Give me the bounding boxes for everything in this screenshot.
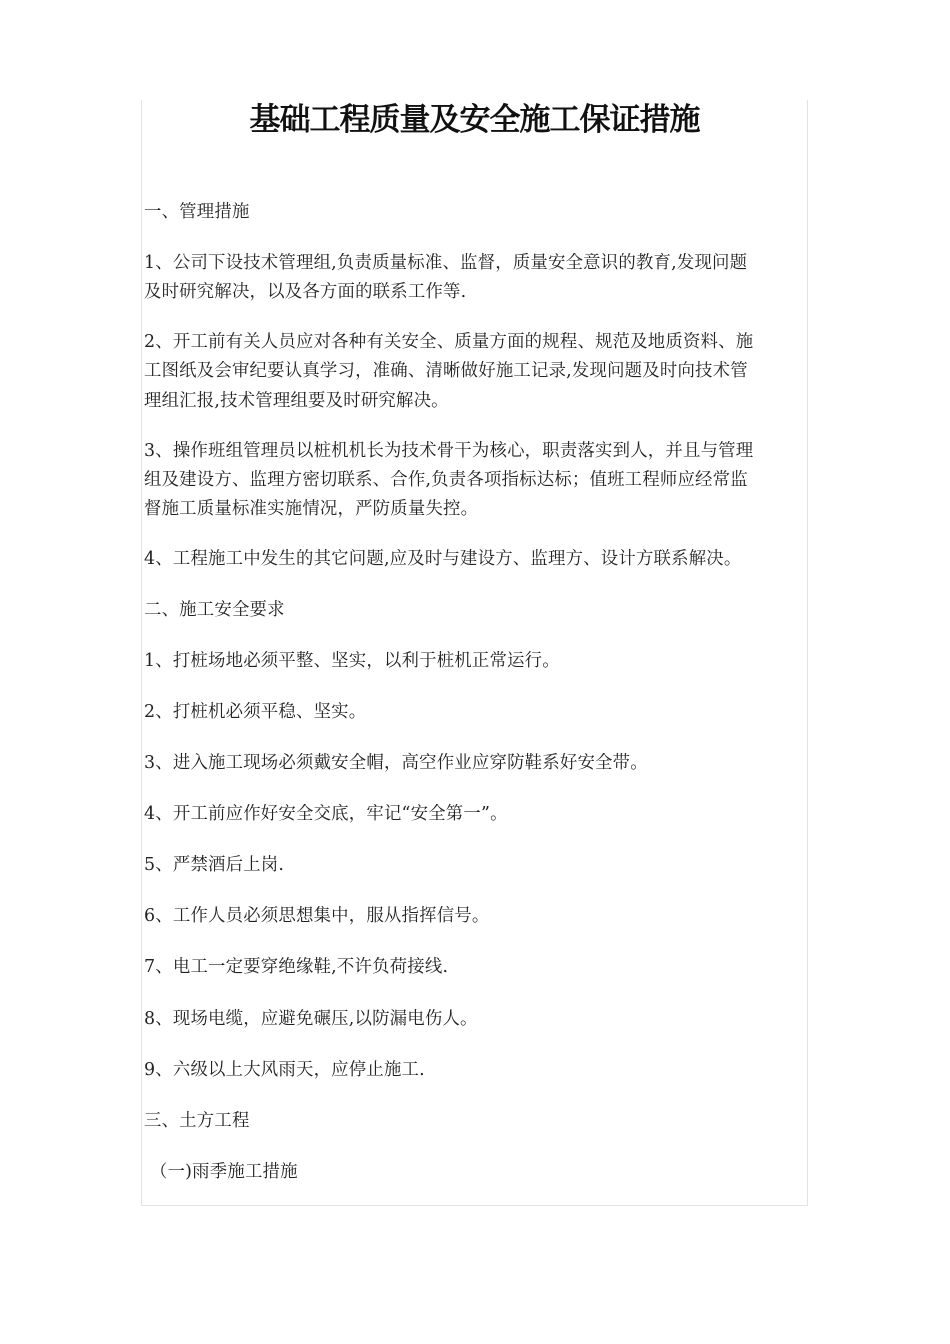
list-item: 6、工作人员必须思想集中，服从指挥信号。 (144, 906, 490, 926)
subsection-heading-rainy-season: （一)雨季施工措施 (150, 1162, 298, 1182)
paragraph-line: 3、操作班组管理员以桩机机长为技术骨干为核心，职责落实到人，并且与管理 (144, 441, 754, 461)
paragraph-line: 工图纸及会审纪要认真学习，准确、清晰做好施工记录,发现问题及时向技术管 (144, 361, 748, 381)
list-item: 9、六级以上大风雨天，应停止施工. (144, 1060, 425, 1080)
document-title: 基础工程质量及安全施工保证措施 (249, 102, 700, 138)
paragraph-line: 2、开工前有关人员应对各种有关安全、质量方面的规程、规范及地质资料、施 (144, 332, 754, 352)
paragraph-line: 理组汇报,技术管理组要及时研究解决。 (144, 391, 449, 411)
paragraph-line: 及时研究解决，以及各方面的联系工作等. (144, 282, 467, 302)
paragraph-line: 督施工质量标准实施情况，严防质量失控。 (144, 499, 479, 519)
list-item: 5、严禁酒后上岗. (144, 855, 285, 875)
section-heading-management: 一、管理措施 (144, 202, 250, 222)
list-item: 2、打桩机必须平稳、坚实。 (144, 702, 367, 722)
list-item: 8、现场电缆，应避免碾压,以防漏电伤人。 (144, 1009, 478, 1029)
paragraph-line: 1、公司下设技术管理组,负责质量标准、监督，质量安全意识的教育,发现问题 (144, 253, 748, 273)
section-heading-earthwork: 三、土方工程 (144, 1111, 250, 1131)
list-item: 1、打桩场地必须平整、坚实，以利于桩机正常运行。 (144, 651, 560, 671)
list-item: 7、电工一定要穿绝缘鞋,不许负荷接线. (144, 957, 449, 977)
list-item: 3、进入施工现场必须戴安全帽，高空作业应穿防鞋系好安全带。 (144, 753, 648, 773)
section-heading-safety: 二、施工安全要求 (144, 600, 285, 620)
list-item: 4、开工前应作好安全交底，牢记“安全第一”。 (144, 804, 508, 824)
paragraph-line: 组及建设方、监理方密切联系、合作,负责各项指标达标；值班工程师应经常监 (144, 470, 748, 490)
paragraph-line: 4、工程施工中发生的其它问题,应及时与建设方、监理方、设计方联系解决。 (144, 549, 742, 569)
